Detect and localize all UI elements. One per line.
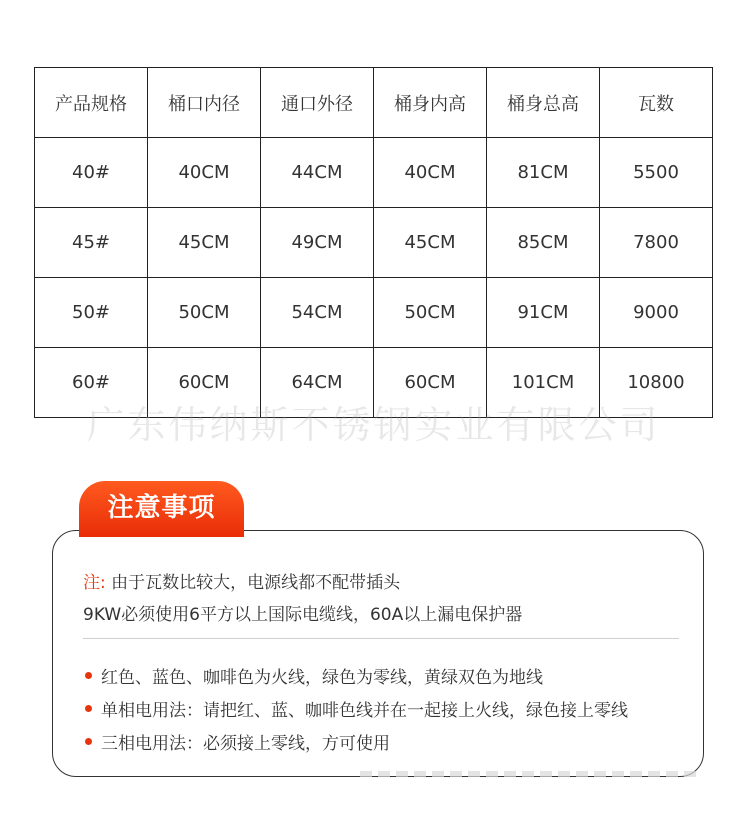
note-prefix: 注:: [83, 573, 106, 593]
table-cell: 44CM: [261, 138, 374, 208]
table-cell: 40CM: [374, 138, 487, 208]
header-wattage: 瓦数: [600, 68, 713, 138]
spec-table: [34, 67, 713, 418]
company-watermark: 广东伟纳斯不锈钢实业有限公司: [86, 403, 661, 447]
bullet-dot-icon: [85, 705, 92, 712]
notice-box: [52, 530, 704, 777]
note-line-1: [83, 568, 400, 593]
table-cell: 45CM: [374, 208, 487, 278]
note-text-1: 由于瓦数比较大，电源线都不配带插头: [111, 573, 401, 593]
table-cell: 40#: [35, 138, 148, 208]
bullet-text: 三相电用法：必须接上零线，方可使用: [101, 734, 390, 754]
table-row: [35, 208, 713, 278]
header-spec: 产品规格: [35, 68, 148, 138]
table-cell: 10800: [600, 348, 713, 418]
header-mouth-inner-diameter: 桶口内径: [148, 68, 261, 138]
table-cell: 40CM: [148, 138, 261, 208]
bullet-text: 红色、蓝色、咖啡色为火线，绿色为零线，黄绿双色为地线: [101, 668, 543, 688]
table-row: [35, 278, 713, 348]
notice-title-tab: 注意事项: [79, 481, 244, 537]
table-cell: 50CM: [148, 278, 261, 348]
table-cell: 91CM: [487, 278, 600, 348]
bullet-dot-icon: [85, 672, 92, 679]
header-body-inner-height: 桶身内高: [374, 68, 487, 138]
table-cell: 54CM: [261, 278, 374, 348]
table-row: [35, 348, 713, 418]
decorative-dashes: [360, 771, 700, 777]
table-cell: 50#: [35, 278, 148, 348]
table-cell: 49CM: [261, 208, 374, 278]
table-cell: 9000: [600, 278, 713, 348]
table-cell: 60CM: [374, 348, 487, 418]
bullet-text: 单相电用法：请把红、蓝、咖啡色线并在一起接上火线，绿色接上零线: [101, 701, 628, 721]
bullet-dot-icon: [85, 738, 92, 745]
table-cell: 60#: [35, 348, 148, 418]
table-cell: 60CM: [148, 348, 261, 418]
table-cell: 81CM: [487, 138, 600, 208]
header-mouth-outer-diameter: 通口外径: [261, 68, 374, 138]
table-header-row: [35, 68, 713, 138]
table-cell: 7800: [600, 208, 713, 278]
table-cell: 50CM: [374, 278, 487, 348]
list-item: [85, 725, 628, 758]
list-item: [85, 692, 628, 725]
table-cell: 85CM: [487, 208, 600, 278]
note-line-2: 9KW必须使用6平方以上国际电缆线，60A以上漏电保护器: [83, 605, 523, 625]
table-cell: 101CM: [487, 348, 600, 418]
table-row: [35, 138, 713, 208]
notice-bullet-list: [85, 659, 628, 758]
divider: [83, 638, 679, 639]
table-cell: 45CM: [148, 208, 261, 278]
header-body-total-height: 桶身总高: [487, 68, 600, 138]
list-item: [85, 659, 628, 692]
table-cell: 64CM: [261, 348, 374, 418]
table-cell: 5500: [600, 138, 713, 208]
table-cell: 45#: [35, 208, 148, 278]
